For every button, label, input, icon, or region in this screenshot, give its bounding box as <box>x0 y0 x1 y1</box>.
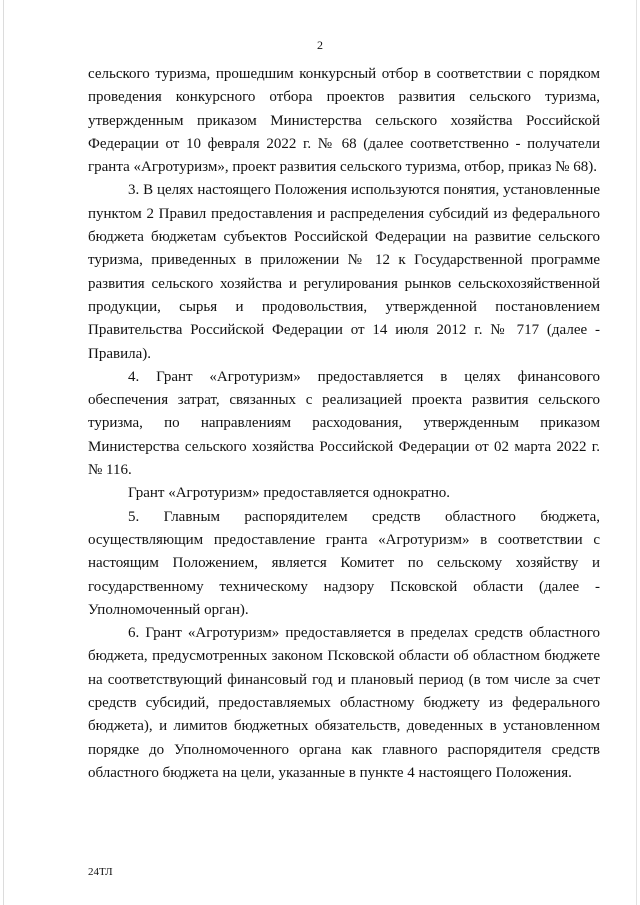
scan-edge-left <box>3 0 4 905</box>
paragraph-item-3: 3. В целях настоящего Положения используются понятия, установленные пунктом 2 Правил предоставления и распределения субсидий из федерального бюджета бюджетам субъектов Российской Федерации на развитие сельского туризма, приведенных в приложении № 12 к Государственной программе развития сельского хозяйства и регулирования рынков сельскохозяйственной продукции, сырья и продовольствия, утвержденной постановлением Правительства Российской Федерации от 14 июля 2012 г. № 717 (далее - Правила). <box>88 182 600 362</box>
document-body <box>88 63 600 785</box>
page-number: 2 <box>317 38 323 52</box>
paragraph-grant-once: Грант «Агротуризм» предоставляется однократно. <box>128 485 450 502</box>
scan-edge-right <box>636 0 637 905</box>
paragraph-item-6: 6. Грант «Агротуризм» предоставляется в пределах средств областного бюджета, предусмотренных законом Псковской области об областном бюджете на соответствующий финансовый год и плановый период (в том числе за счет средств субсидий, предоставляемых областному бюджету из федерального бюджета), и лимитов бюджетных обязательств, доведенных в установленном порядке до Уполномоченного органа как главного распорядителя средств областного бюджета на цели, указанные в пункте 4 настоящего Положения. <box>88 625 600 781</box>
paragraph-continuation: сельского туризма, прошедшим конкурсный отбор в соответствии с порядком проведения конкурсного отбора проектов развития сельского туризма, утвержденным приказом Министерства сельского хозяйства Российской Федерации от 10 февраля 2022 г. № 68 (далее соответственно - получатели гранта «Агротуризм», проект развития сельского туризма, отбор, приказ № 68). <box>88 66 600 176</box>
paragraph-item-4: 4. Грант «Агротуризм» предоставляется в целях финансового обеспечения затрат, связанных с реализацией проекта развития сельского туризма, по направлениям расходования, утвержденным приказом Министерства сельского хозяйства Российской Федерации от 02 марта 2022 г. № 116. <box>88 368 600 479</box>
paragraph-item-5: 5. Главным распорядителем средств областного бюджета, осуществляющим предоставление гранта «Агротуризм» в соответствии с настоящим Положением, является Комитет по сельскому хозяйству и государственному техническому надзору Псковской области (далее - Уполномоченный орган). <box>88 508 600 618</box>
footer-code: 24ТЛ <box>88 866 113 878</box>
